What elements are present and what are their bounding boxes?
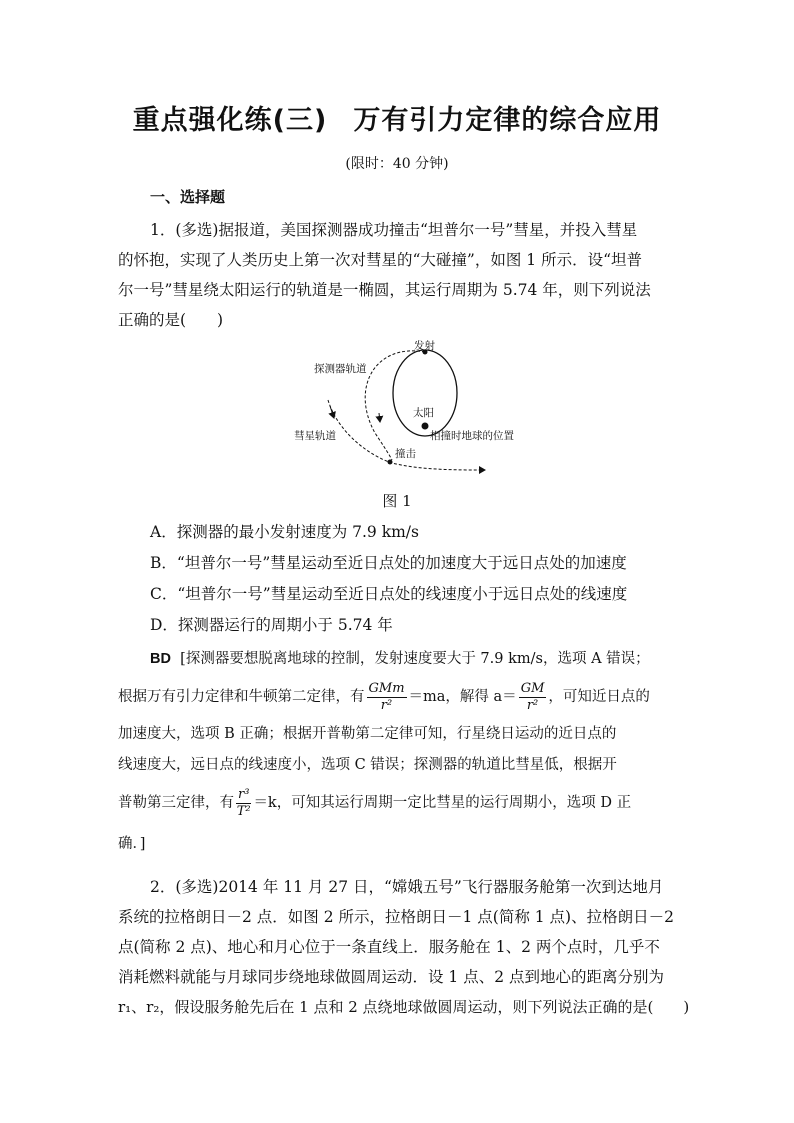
label-launch: 发射 xyxy=(414,340,435,352)
title-right: 万有引力定律的综合应用 xyxy=(353,105,662,136)
fraction-r3-t2: $\frac{\text{r³}}{\text{T²}}$ xyxy=(236,786,251,819)
label-sun: 太阳 xyxy=(413,407,434,419)
sun-icon xyxy=(422,423,429,430)
label-comet-orbit: 彗星轨道 xyxy=(294,430,336,442)
label-earth-position: 相撞时地球的位置 xyxy=(430,430,514,442)
fraction-gm-r2: $\frac{GM}{\text{r²}}$ xyxy=(520,680,545,713)
title-left: 重点强化练(三) xyxy=(132,105,328,136)
option-d: D．探测器运行的周期小于 5.74 年 xyxy=(150,616,393,634)
impact-point xyxy=(388,460,393,465)
q2-line-2: 系统的拉格朗日－2 点．如图 2 所示，拉格朗日－1 点(简称 1 点)、拉格朗日－2 xyxy=(118,908,674,926)
q1-line-4: 正确的是( ) xyxy=(118,311,224,329)
probe-orbit-path xyxy=(365,351,425,460)
q2-line-3: 点(简称 2 点)、地心和月心位于一条直线上．服务舱在 1、2 两个点时，几乎不 xyxy=(118,938,660,956)
fraction-gmm-r2: $\frac{\text{GMm}}{\text{r²}}$ xyxy=(368,680,405,713)
time-limit: (限时：40 分钟) xyxy=(345,156,449,172)
option-c: C．“坦普尔一号”彗星运动至近日点处的线速度小于远日点处的线速度 xyxy=(150,585,628,603)
option-a: A．探测器的最小发射速度为 7.9 km/s xyxy=(150,523,419,541)
q2-line-4: 消耗燃料就能与月球同步绕地球做圆周运动．设 1 点、2 点到地心的距离分别为 xyxy=(118,968,665,986)
question-2-stem xyxy=(118,872,690,1022)
question-1-stem xyxy=(118,215,678,335)
page-title xyxy=(0,98,794,137)
label-impact: 撞击 xyxy=(395,448,416,460)
answer-explanation-1: BD [探测器要想脱离地球的控制，发射速度要大于 7.9 km/s，选项 A 错误； 根据万有引力定律和牛顿第二定律，有 $\frac{\text{GMm}}{\text{r²}}$ ＝ma，解得 a＝ $\frac{GM}{\text{r²}}$ ，可知近日点的 加速度大，选项 B 正确；根据开普勒第二定律可知，行星绕日运动的近日点的 线速度大，远日点的线速度小，选项 C 错误；探测器的轨道比彗星低，根据开 普勒第三定律，有 $\frac{\text{r³}}{\text{T²}}$ ＝k，可知其运行周期一定比彗星的运行周期小，选项 D 正 确．] xyxy=(118,651,650,852)
q2-line-5: r₁、r₂，假设服务舱先后在 1 点和 2 点绕地球做圆周运动，则下列说法正确的是( ) xyxy=(118,998,690,1016)
q2-line-1: 2．(多选)2014 年 11 月 27 日，“嫦娥五号”飞行器服务舱第一次到达地月 xyxy=(150,878,664,896)
q1-line-1: 1．(多选)据报道，美国探测器成功撞击“坦普尔一号”彗星，并投入彗星 xyxy=(150,221,638,239)
figure-1-orbit-diagram xyxy=(280,338,540,478)
section-heading: 一、选择题 xyxy=(150,188,226,206)
figure-1-caption: 图 1 xyxy=(382,492,412,510)
q1-line-2: 的怀抱，实现了人类历史上第一次对彗星的“大碰撞”，如图 1 所示．设“坦普 xyxy=(118,251,642,269)
q1-line-3: 尔一号”彗星绕太阳运行的轨道是一椭圆，其运行周期为 5.74 年，则下列说法 xyxy=(118,281,651,299)
label-probe-orbit: 探测器轨道 xyxy=(314,363,367,375)
option-b: B．“坦普尔一号”彗星运动至近日点处的加速度大于远日点处的加速度 xyxy=(150,554,627,572)
answer-tag: BD xyxy=(150,651,171,667)
